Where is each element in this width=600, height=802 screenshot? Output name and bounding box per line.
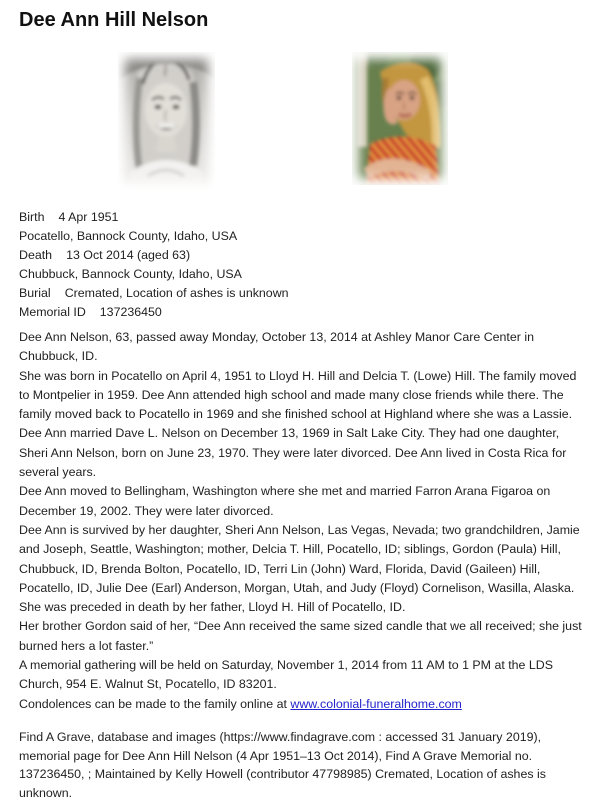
memorial-id-row [19,303,582,322]
vital-facts [19,208,582,322]
portrait-photo-bw [118,52,215,190]
burial-label: Burial [19,286,51,300]
birth-place: Pocatello, Bannock County, Idaho, USA [19,229,238,243]
page-title: Dee Ann Hill Nelson [19,9,209,31]
birth-row [19,208,582,227]
burial-value: Cremated, Location of ashes is unknown [64,286,289,300]
obituary-paragraph: Her brother Gordon said of her, “Dee Ann received the same sized candle that we all received; she just burned hers a lot faster.” [19,619,582,653]
portrait-photo-color [352,52,448,185]
memorial-id-value: 137236450 [99,305,162,319]
obituary-paragraph: She was preceded in death by her father, Lloyd H. Hill of Pocatello, ID. [19,600,406,615]
death-place: Chubbuck, Bannock County, Idaho, USA [19,267,242,281]
obituary-paragraph: A memorial gathering will be held on Saturday, November 1, 2014 from 11 AM to 1 PM at the LDS Church, 954 E. Walnut St, Pocatello, ID 83201. [19,658,553,692]
funeral-home-link[interactable]: www.colonial-funeralhome.com [290,696,462,711]
burial-row [19,284,582,303]
photo-row [19,52,582,192]
death-label: Death [19,248,53,262]
obituary-paragraph: Dee Ann moved to Bellingham, Washington where she met and married Farron Arana Figaroa on December 19, 2002. They were later divorced. [19,484,551,518]
birth-date: 4 Apr 1951 [58,210,119,224]
death-date: 13 Oct 2014 (aged 63) [66,248,191,262]
obituary-paragraph: Dee Ann Nelson, 63, passed away Monday, October 13, 2014 at Ashley Manor Care Center in Chubbuck, ID. [19,330,534,364]
death-row [19,246,582,265]
birth-label: Birth [19,210,45,224]
obituary-paragraph: She was born in Pocatello on April 4, 1951 to Lloyd H. Hill and Delcia T. (Lowe) Hill. The family moved to Montpelier in 1959. Dee Ann attended high school and made many close friends while there. The family moved back to Pocatello in 1969 and she finished school at Highland where she was a Lassie. [19,368,577,422]
obituary-paragraph: Dee Ann married Dave L. Nelson on December 13, 1969 in Salt Lake City. They had one daughter, Sheri Ann Nelson, born on June 23, 1970. They were later divorced. Dee Ann lived in Costa Rica for several years. [19,426,567,480]
obituary-text [19,328,582,714]
color-portrait-illustration [352,52,448,185]
bw-portrait-illustration [118,52,215,190]
condolences-text: Condolences can be made to the family online at [19,696,291,711]
condolences-line [19,695,582,714]
memorial-id-label: Memorial ID [19,305,86,319]
obituary-paragraph: Dee Ann is survived by her daughter, Sheri Ann Nelson, Las Vegas, Nevada; two grandchildren, Jamie and Joseph, Seattle, Washington; mother, Delcia T. Hill, Pocatello, ID; siblings, Gordon (Paula) Hill, Chubbuck, ID, Brenda Bolton, Pocatello, ID, Terri Lin (John) Ward, Florida, David (Gaileen) Hill, Pocatello, ID, Julie Dee (Earl) Anderson, Morgan, Utah, and Judy (Floyd) Cornelison, Wasilla, Alaska. [19,522,580,595]
citation-text: Find A Grave, database and images (https://www.findagrave.com : accessed 31 January 2019), memorial page for Dee Ann Hill Nelson (4 Apr 1951–13 Oct 2014), Find A Grave Memorial no. 137236450, ; Maintained by Kelly Howell (contributor 47798985) Cremated, Location of ashes is unknown. [19,729,546,800]
